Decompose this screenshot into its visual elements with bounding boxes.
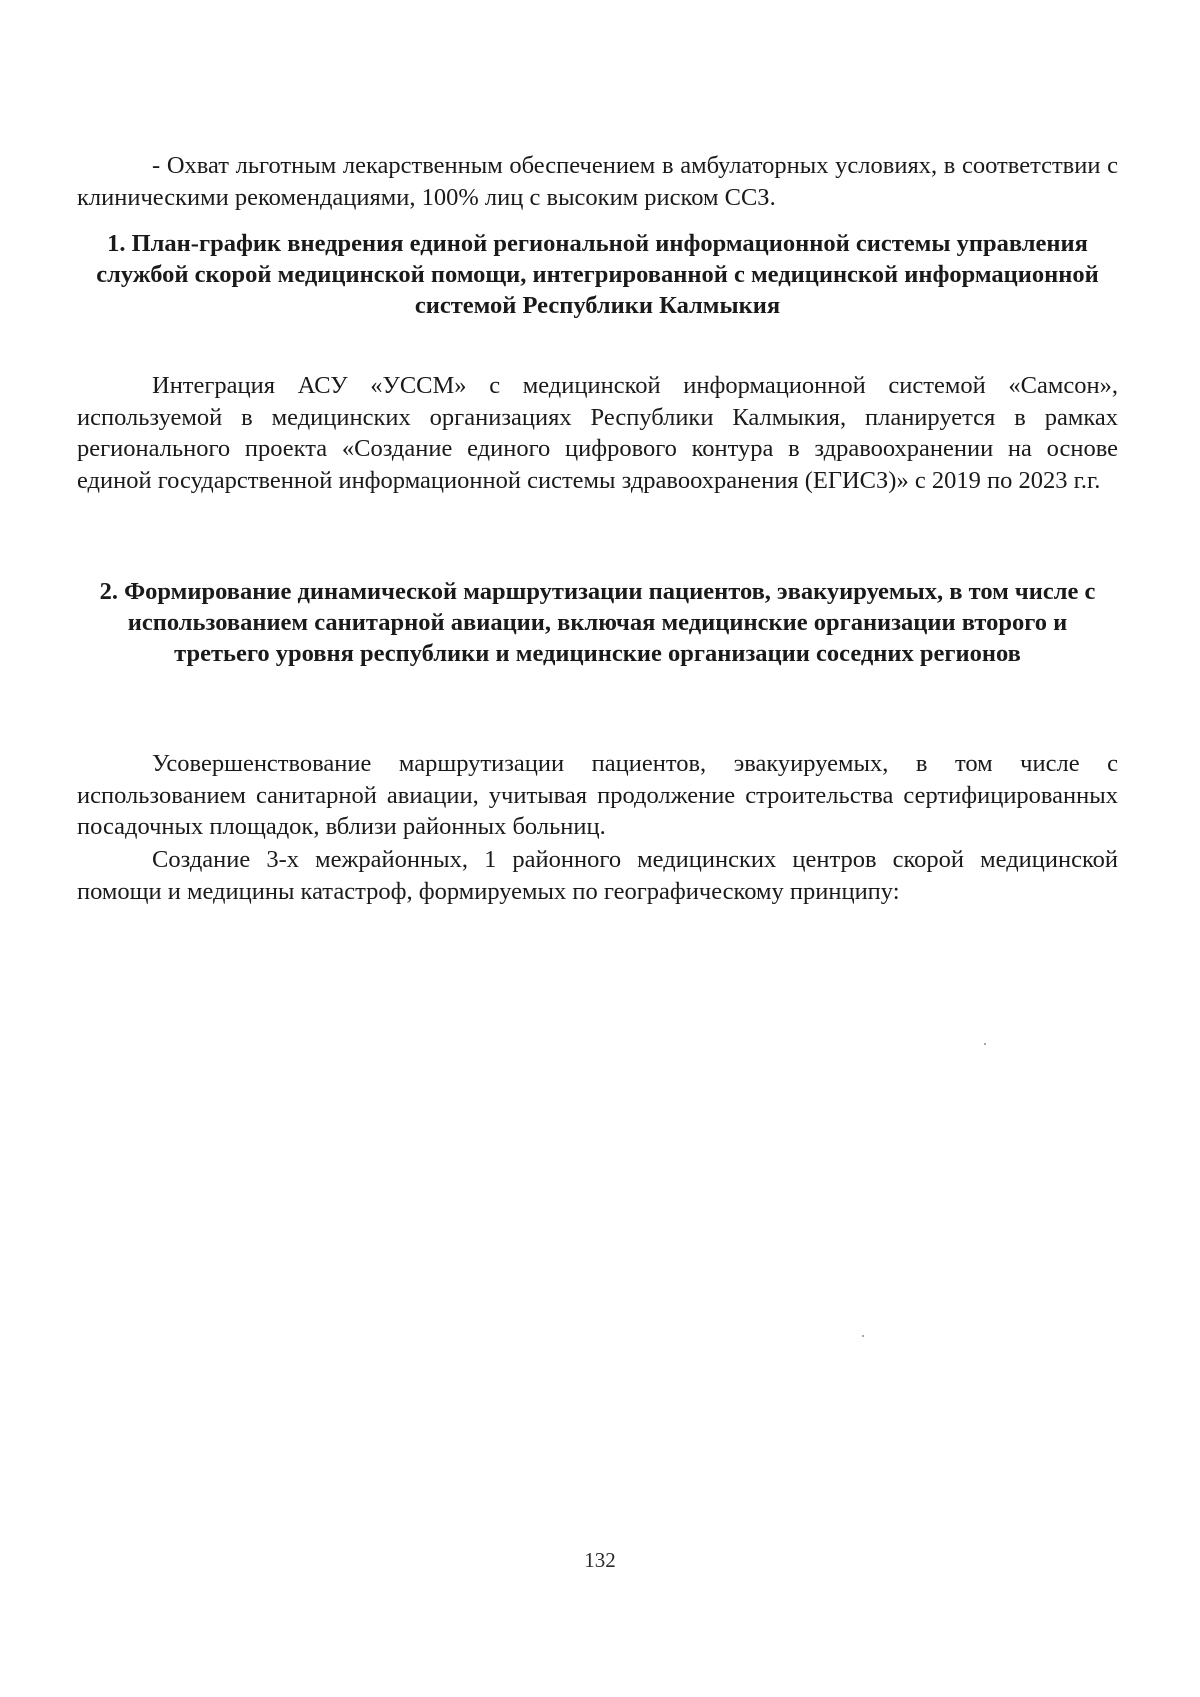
- section-1-heading: 1. План-график внедрения единой региональной информационной системы управления службой скорой медицинской помощи, интегрированной с медицинской информационной системой Республики Калмыкия: [96, 230, 1099, 319]
- section-2-paragraph-2: Создание 3-х межрайонных, 1 районного медицинских центров скорой медицинской помощи и медицины катастроф, формируемых по географическому принципу:: [77, 846, 1118, 905]
- section-2-heading: 2. Формирование динамической маршрутизации пациентов, эвакуируемых, в том числе с использованием санитарной авиации, включая медицинские организации второго и третьего уровня республики и медицинские организации соседних регионов: [99, 578, 1096, 667]
- bullet-block: [77, 150, 1118, 213]
- section-1-body: [77, 370, 1118, 496]
- section-2-paragraph-1: Усовершенствование маршрутизации пациентов, эвакуируемых, в том числе с использованием санитарной авиации, учитывая продолжение строительства сертифицированных посадочных площадок, вблизи районных больниц.: [77, 750, 1118, 840]
- page-number: 132: [584, 1548, 616, 1572]
- section-2: [77, 576, 1118, 669]
- section-1-paragraph: Интеграция АСУ «УССМ» с медицинской информационной системой «Самсон», используемой в медицинских организациях Республики Калмыкия, планируется в рамках регионального проекта «Создание единого цифрового контура в здравоохранении на основе единой государственной информационной системы здравоохранения (ЕГИСЗ)» с 2019 по 2023 г.г.: [77, 372, 1118, 494]
- section-1: [77, 228, 1118, 321]
- scan-speck: [862, 1335, 864, 1337]
- section-2-body: [77, 748, 1118, 843]
- scan-speck: [984, 1043, 986, 1045]
- bullet-item: - Охват льготным лекарственным обеспечением в амбулаторных условиях, в соответствии с клиническими рекомендациями, 100% лиц с высоким риском ССЗ.: [77, 152, 1118, 211]
- section-2-body-2: [77, 844, 1118, 907]
